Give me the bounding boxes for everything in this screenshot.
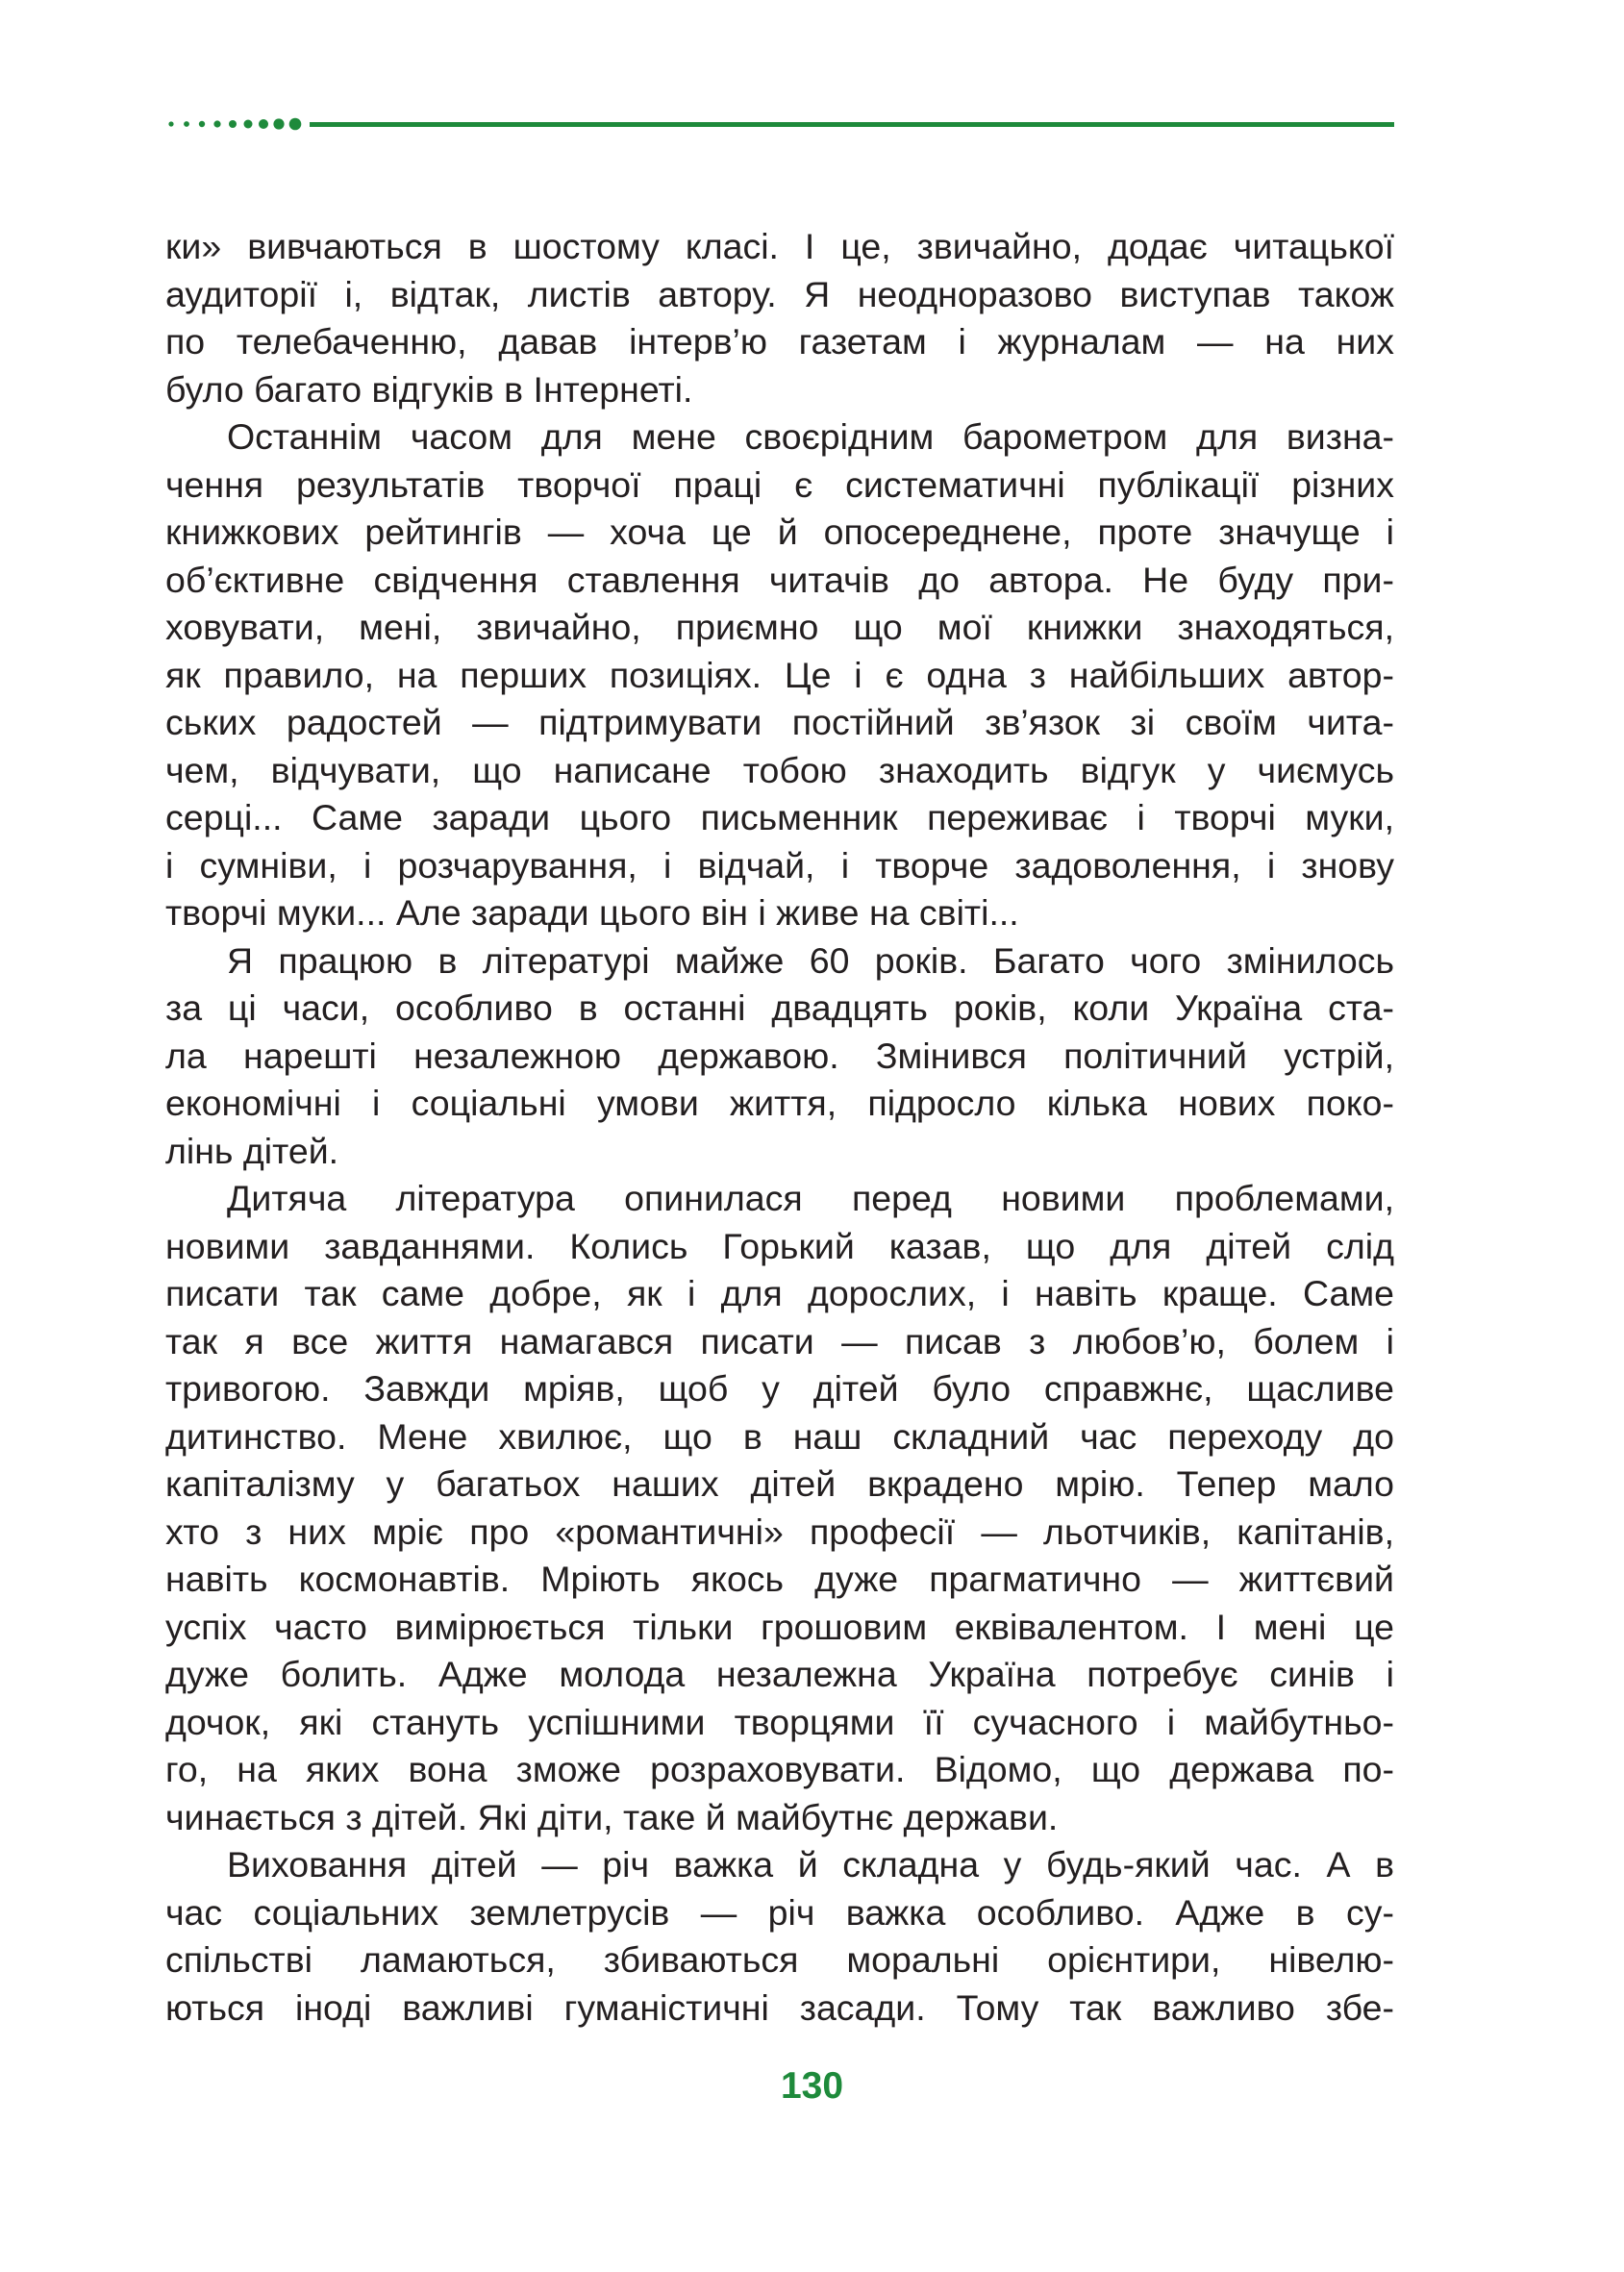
text-line: лінь дітей. (165, 1130, 339, 1171)
text-line: дитинство. Мене хвилює, що в наш складний час переходу до (165, 1415, 1394, 1457)
text-line: успіх часто вимірюється тільки грошовим еквівалентом. І мені це (165, 1606, 1394, 1647)
text-line: економічні і соціальні умови життя, підросло кілька нових поко- (165, 1083, 1394, 1123)
text-line: спільстві ламаються, збиваються моральні орієнтири, нівелю- (165, 1939, 1394, 1980)
text-line: так я все життя намагався писати — писав з любов’ю, болем і (165, 1320, 1394, 1361)
text-line: писати так саме добре, як і для дорослих, і навіть краще. Саме (165, 1273, 1394, 1313)
text-line: тривогою. Завжди мріяв, щоб у дітей було справжнє, щасливе (165, 1368, 1394, 1409)
text-line: за ці часи, особливо в останні двадцять років, коли Україна ста- (165, 987, 1394, 1028)
text-line: було багато відгуків в Інтернеті. (165, 368, 693, 410)
text-line: Дитяча література опинилася перед новими проблемами, (227, 1178, 1394, 1218)
text-line: Я працюю в літературі майже 60 років. Багато чого змінилось (227, 939, 1394, 981)
text-line: хто з них мріє про «романтичні» професії — льотчиків, капітанів, (165, 1511, 1394, 1552)
text-line: і сумніви, і розчарування, і відчай, і творче задоволення, і знову (165, 844, 1394, 886)
text-line: ла нарешті незалежною державою. Змінився політичний устрій, (165, 1035, 1394, 1076)
text-line: час соціальних землетрусів — річ важка особливо. Адже в су- (165, 1891, 1394, 1933)
text-line: серці... Саме заради цього письменник переживає і творчі муки, (165, 797, 1394, 837)
text-line: ховувати, мені, звичайно, приємно що мої книжки знаходяться, (165, 607, 1394, 647)
text-line: новими завданнями. Колись Горький казав, що для дітей слід (165, 1225, 1394, 1266)
text-line: навіть космонавтів. Мріють якось дуже прагматично — життєвий (165, 1559, 1394, 1599)
text-line: ки» вивчаються в шостому класі. І це, звичайно, додає читацької (165, 226, 1394, 266)
text-line: ються іноді важливі гуманістичні засади. Тому так важливо збе- (165, 1986, 1394, 2028)
page-number: 130 (780, 2065, 844, 2107)
text-line: го, на яких вона зможе розраховувати. Відомо, що держава по- (165, 1749, 1394, 1789)
text-line: капіталізму у багатьох наших дітей вкрадено мрію. Тепер мало (165, 1463, 1394, 1504)
text-line: ських радостей — підтримувати постійний зв’язок зі своїм чита- (165, 702, 1394, 742)
text-line: об’єктивне свідчення ставлення читачів до автора. Не буду при- (165, 559, 1394, 600)
text-line: творчі муки... Але заради цього він і живе на світі... (165, 892, 1019, 933)
text-line: дочок, які стануть успішними творцями її сучасного і майбутньо- (165, 1701, 1394, 1742)
text-line: чем, відчувати, що написане тобою знаходить відгук у чиємусь (165, 749, 1394, 790)
text-line: дуже болить. Адже молода незалежна Україна потребує синів і (165, 1654, 1394, 1694)
text-line: чинається з дітей. Які діти, таке й майбутнє держави. (165, 1796, 1059, 1837)
text-line: Останнім часом для мене своєрідним барометром для визна- (227, 416, 1394, 457)
text-line: аудиторії і, відтак, листів автору. Я неодноразово виступав також (165, 273, 1394, 314)
text-line: як правило, на перших позиціях. Це і є одна з найбільших автор- (165, 654, 1394, 695)
text-line: чення результатів творчої праці є систематичні публікації різних (165, 463, 1394, 505)
text-line: по телебаченню, давав інтерв’ю газетам і журналам — на них (165, 321, 1394, 362)
header-decorative-rule (165, 113, 1394, 135)
text-line: Виховання дітей — річ важка й складна у будь-який час. А в (227, 1844, 1394, 1885)
body-text (165, 223, 1394, 2032)
text-line: книжкових рейтингів — хоча це й опосереднене, проте значуще і (165, 512, 1394, 552)
